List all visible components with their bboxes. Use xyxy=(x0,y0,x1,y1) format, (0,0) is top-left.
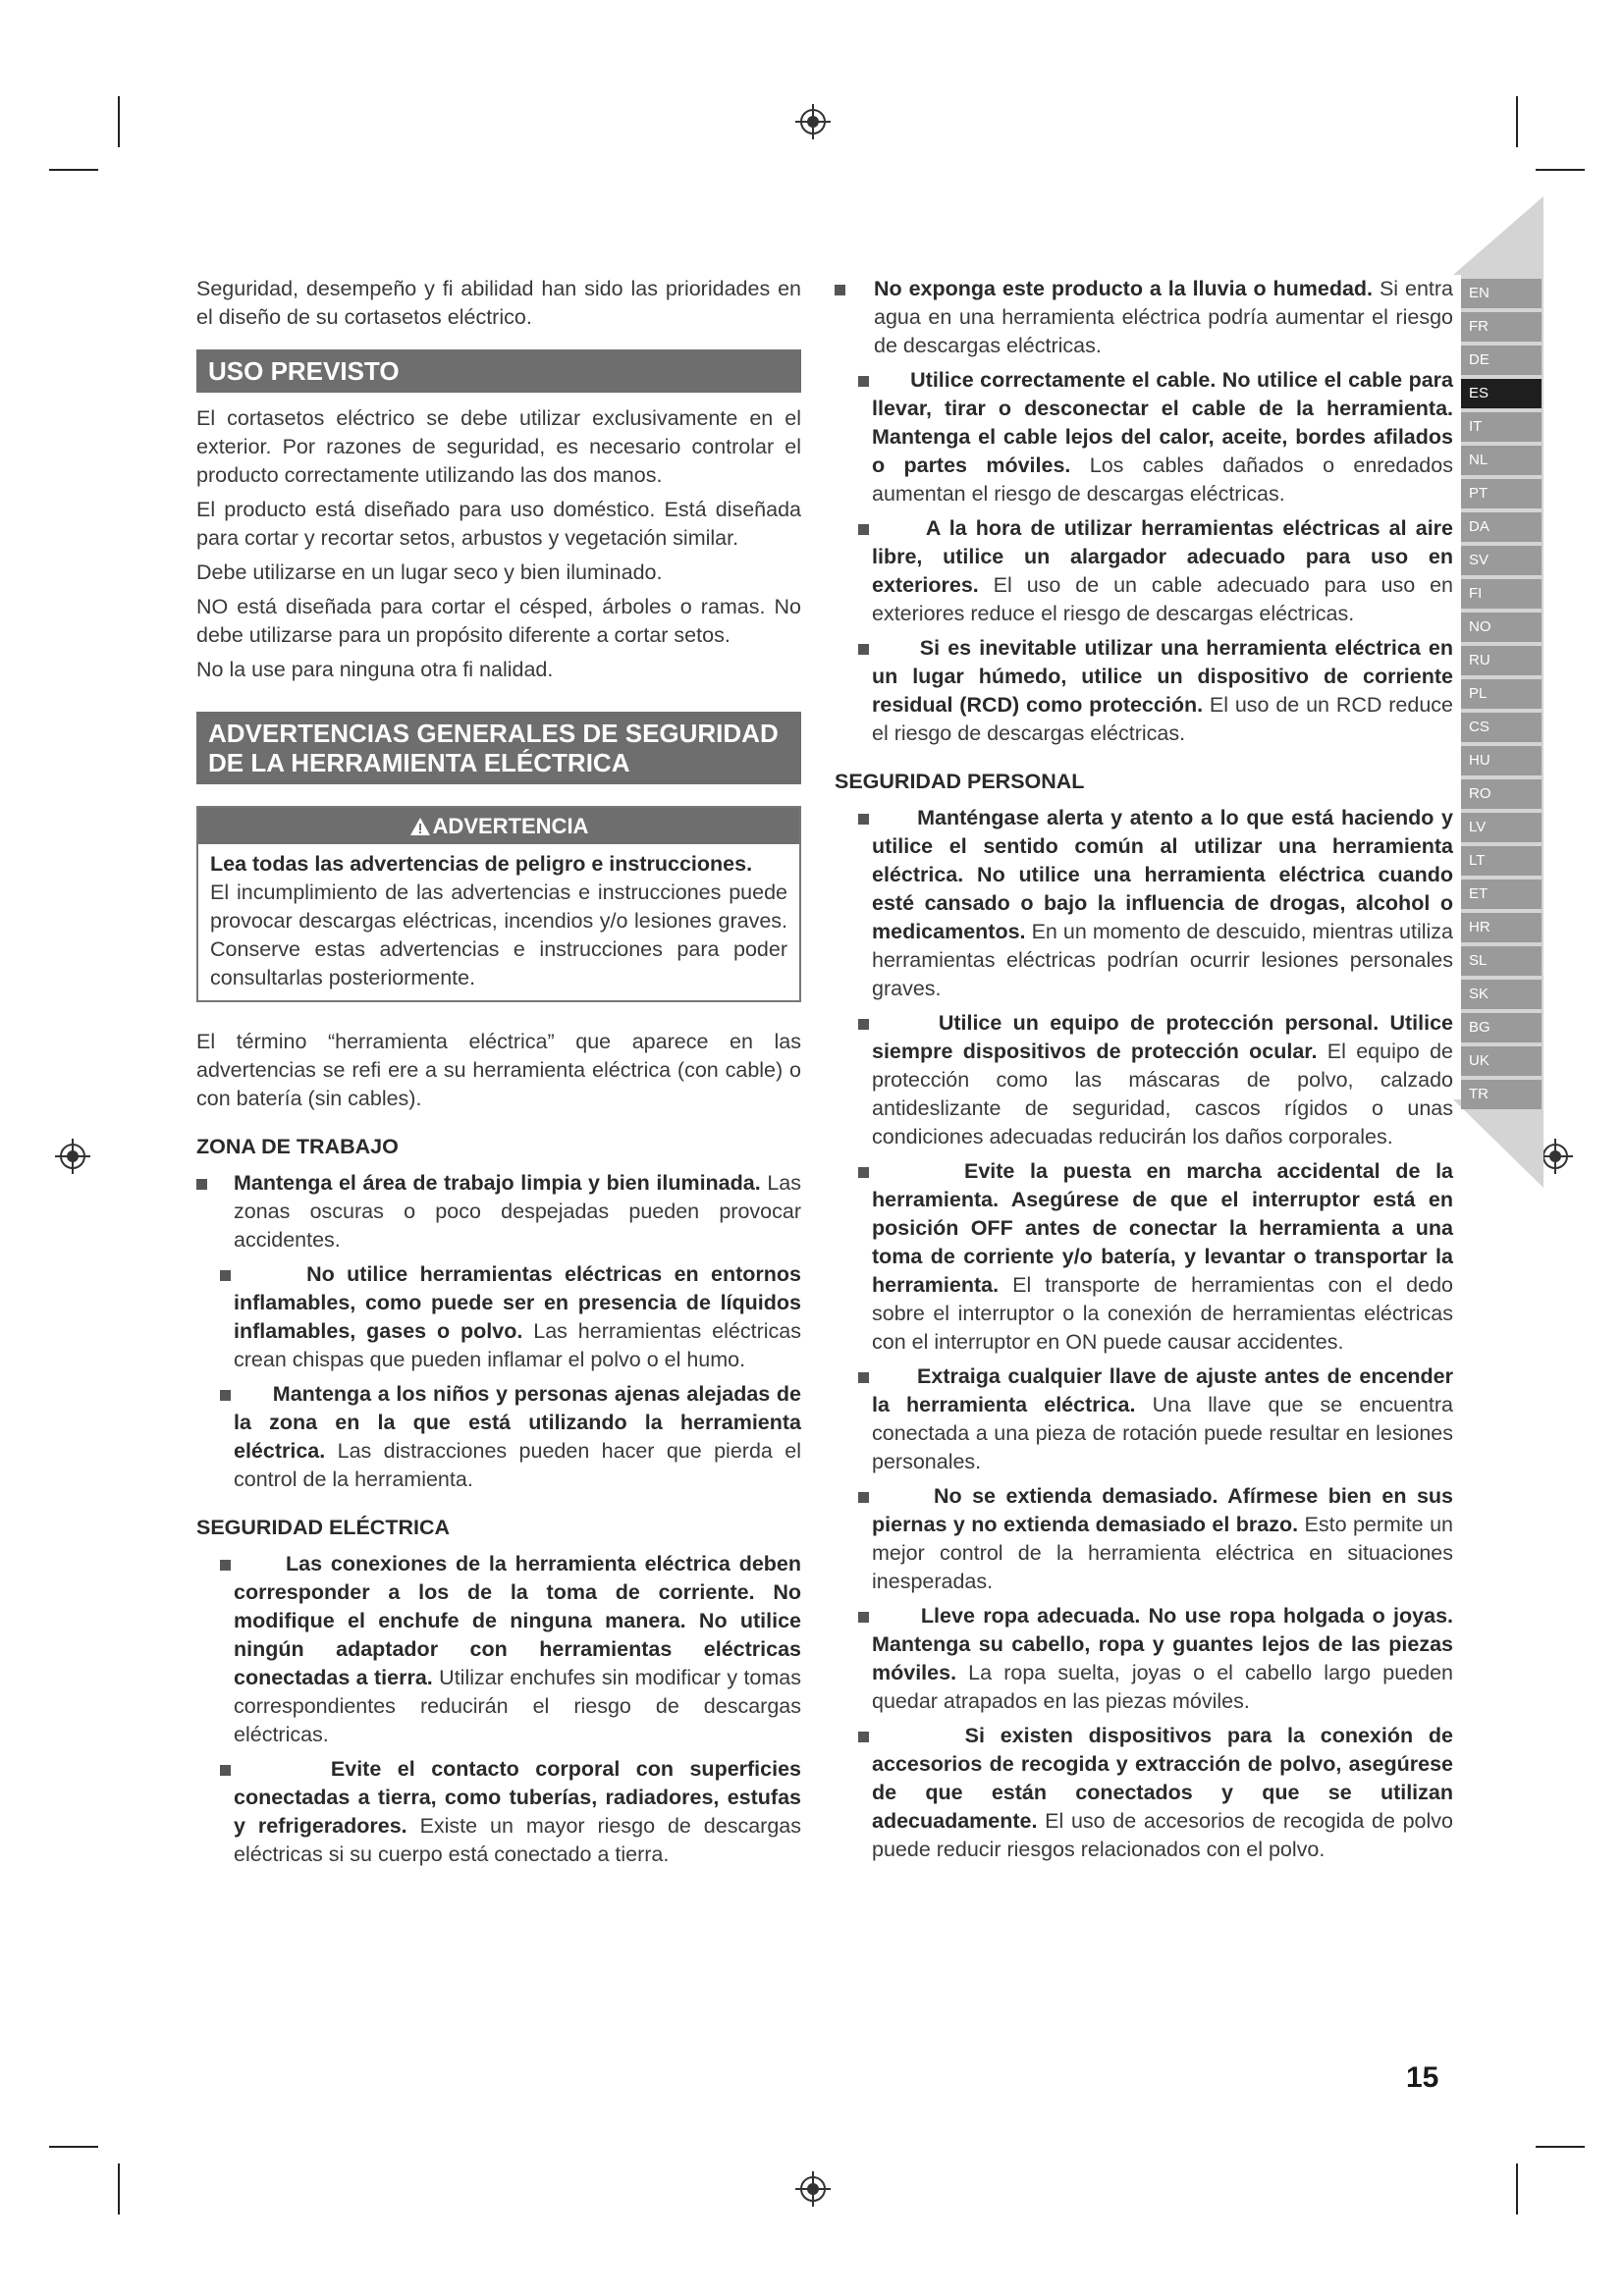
crop-mark xyxy=(118,96,120,147)
list-item: Extraiga cualquier llave de ajuste antes de encender la herramienta eléctrica. Una llave que se encuentra conectada a una pieza de rotación puede resultar en lesiones personales. xyxy=(835,1362,1453,1476)
crop-mark xyxy=(1516,96,1518,147)
list-item: Mantenga el área de trabajo limpia y bien iluminada. Las zonas oscuras o poco despejadas pueden provocar accidentes. xyxy=(196,1169,801,1255)
paragraph: NO está diseñada para cortar el césped, árboles o ramas. No debe utilizarse para un propósito diferente a cortar setos. xyxy=(196,595,801,647)
list-item: No exponga este producto a la lluvia o humedad. Si entra agua en una herramienta eléctrica podría aumentar el riesgo de descargas eléctricas. xyxy=(835,275,1453,360)
registration-mark-icon xyxy=(795,2171,831,2207)
language-tab-it[interactable]: IT xyxy=(1461,412,1542,442)
language-tab-de[interactable]: DE xyxy=(1461,346,1542,375)
warning-header xyxy=(198,808,799,844)
language-tab-et[interactable]: ET xyxy=(1461,880,1542,909)
language-tab-sk[interactable]: SK xyxy=(1461,980,1542,1009)
list-item: No se extienda demasiado. Afírmese bien en sus piernas y no extienda demasiado el brazo. Esto permite un mejor control de la herramienta eléctrica en situaciones inesperadas. xyxy=(835,1482,1453,1596)
language-tab-uk[interactable]: UK xyxy=(1461,1046,1542,1076)
subsection-title-zona: ZONA DE TRABAJO xyxy=(196,1135,399,1158)
list-item: Manténgase alerta y atento a lo que está haciendo y utilice el sentido común al utilizar una herramienta eléctrica. No utilice una herramienta eléctrica cuando esté cansado o bajo la influencia de drogas, alcohol o medicamentos. En un momento de descuido, mientras utiliza herramientas eléctricas podrían ocurrir lesiones personales graves. xyxy=(835,804,1453,1003)
right-column xyxy=(835,275,1453,1870)
paragraph: Debe utilizarse en un lugar seco y bien iluminado. xyxy=(196,561,663,584)
language-tab-hr[interactable]: HR xyxy=(1461,913,1542,942)
paragraph: El producto está diseñado para uso doméstico. Está diseñada para cortar y recortar setos, arbustos y vegetación similar. xyxy=(196,498,801,550)
language-tab-lt[interactable]: LT xyxy=(1461,846,1542,876)
subsection-title-electrica: SEGURIDAD ELÉCTRICA xyxy=(196,1516,451,1539)
crop-mark xyxy=(49,169,98,171)
language-tab-sv[interactable]: SV xyxy=(1461,546,1542,575)
warning-bold: Lea todas las advertencias de peligro e instrucciones. xyxy=(210,852,753,876)
language-tab-lv[interactable]: LV xyxy=(1461,813,1542,842)
language-tab-tr[interactable]: TR xyxy=(1461,1080,1542,1109)
paragraph: El término “herramienta eléctrica” que aparece en las advertencias se refi ere a su herramienta eléctrica (con cable) o con batería (sin cables). xyxy=(196,1030,801,1110)
warning-title: ADVERTENCIA xyxy=(432,814,589,838)
crop-mark xyxy=(1516,2163,1518,2215)
intro-paragraph: Seguridad, desempeño y fi abilidad han sido las prioridades en el diseño de su cortasetos eléctrico. xyxy=(196,277,801,329)
list-item: Si es inevitable utilizar una herramienta eléctrica en un lugar húmedo, utilice un dispositivo de corriente residual (RCD) como protección. El uso de un RCD reduce el riesgo de descargas eléctricas. xyxy=(835,634,1453,748)
warning-text: El incumplimiento de las advertencias e instrucciones puede provocar descargas eléctricas, incendios y/o lesiones graves. Conserve estas advertencias e instrucciones para poder consultarlas posteriormente. xyxy=(210,881,787,989)
subsection-title-personal: SEGURIDAD PERSONAL xyxy=(835,770,1085,793)
language-tab-no[interactable]: NO xyxy=(1461,613,1542,642)
section-header-uso-previsto: USO PREVISTO xyxy=(196,349,801,393)
language-tab-sl[interactable]: SL xyxy=(1461,946,1542,976)
crop-mark xyxy=(49,2146,98,2148)
section-header-advertencias: ADVERTENCIAS GENERALES DE SEGURIDAD DE LA HERRAMIENTA ELÉCTRICA xyxy=(196,712,801,784)
list-item: Evite la puesta en marcha accidental de la herramienta. Asegúrese de que el interruptor está en posición OFF antes de conectar la herramienta a una toma de corriente y/o batería, y levantar o transportar la herramienta. El transporte de herramientas con el dedo sobre el interruptor o la conexión de herramientas eléctricas con el interruptor en ON puede causar accidentes. xyxy=(835,1157,1453,1357)
language-tab-pl[interactable]: PL xyxy=(1461,679,1542,709)
list-item: No utilice herramientas eléctricas en entornos inflamables, como puede ser en presencia de líquidos inflamables, gases o polvo. Las herramientas eléctricas crean chispas que pueden inflamar el polvo o el humo. xyxy=(196,1260,801,1374)
list-item: Utilice correctamente el cable. No utilice el cable para llevar, tirar o desconectar el cable de la herramienta. Mantenga el cable lejos del calor, aceite, bordes afilados o partes móviles. Los cables dañados o enredados aumentan el riesgo de descargas eléctricas. xyxy=(835,366,1453,508)
language-tab-fi[interactable]: FI xyxy=(1461,579,1542,609)
language-tab-hu[interactable]: HU xyxy=(1461,746,1542,775)
warning-box xyxy=(196,806,801,1002)
language-tab-en[interactable]: EN xyxy=(1461,279,1542,308)
language-tab-bg[interactable]: BG xyxy=(1461,1013,1542,1042)
list-item: Evite el contacto corporal con superficies conectadas a tierra, como tuberías, radiadores, estufas y refrigeradores. Existe un mayor riesgo de descargas eléctricas si su cuerpo está conectado a tierra. xyxy=(196,1755,801,1869)
language-tab-pt[interactable]: PT xyxy=(1461,479,1542,508)
crop-mark xyxy=(1536,2146,1585,2148)
registration-mark-icon xyxy=(795,104,831,139)
warning-triangle-icon xyxy=(409,817,431,836)
language-tab-es[interactable]: ES xyxy=(1461,379,1542,408)
paragraph: No la use para ninguna otra fi nalidad. xyxy=(196,658,554,681)
list-item: A la hora de utilizar herramientas eléctricas al aire libre, utilice un alargador adecuado para uso en exteriores. El uso de un cable adecuado para uso en exteriores reduce el riesgo de descargas eléctricas. xyxy=(835,514,1453,628)
list-item: Las conexiones de la herramienta eléctrica deben corresponder a los de la toma de corriente. No modifique el enchufe de ninguna manera. No utilice ningún adaptador con herramientas eléctricas conectadas a tierra. Utilizar enchufes sin modificar y tomas correspondientes reducirán el riesgo de descargas eléctricas. xyxy=(196,1550,801,1749)
crop-mark xyxy=(118,2163,120,2215)
list-item: Si existen dispositivos para la conexión de accesorios de recogida y extracción de polvo, asegúrese de que están conectados y que se utilizan adecuadamente. El uso de accesorios de recogida de polvo puede reducir riesgos relacionados con el polvo. xyxy=(835,1722,1453,1864)
paragraph: El cortasetos eléctrico se debe utilizar exclusivamente en el exterior. Por razones de seguridad, es necesario controlar el producto correctamente utilizando las dos manos. xyxy=(196,406,801,487)
language-tab-da[interactable]: DA xyxy=(1461,512,1542,542)
left-column xyxy=(196,275,801,1875)
language-tab-fr[interactable]: FR xyxy=(1461,312,1542,342)
language-tab-ro[interactable]: RO xyxy=(1461,779,1542,809)
list-item: Utilice un equipo de protección personal. Utilice siempre dispositivos de protección ocular. El equipo de protección como las máscaras de polvo, calzado antideslizante de seguridad, cascos rígidos o unas condiciones adecuadas reducirán los daños corporales. xyxy=(835,1009,1453,1151)
list-item: Lleve ropa adecuada. No use ropa holgada o joyas. Mantenga su cabello, ropa y guantes lejos de las piezas móviles. La ropa suelta, joyas o el cabello largo pueden quedar atrapados en las piezas móviles. xyxy=(835,1602,1453,1716)
language-tab-cs[interactable]: CS xyxy=(1461,713,1542,742)
language-tab-ru[interactable]: RU xyxy=(1461,646,1542,675)
language-tab-nl[interactable]: NL xyxy=(1461,446,1542,475)
page-number: 15 xyxy=(1406,2061,1439,2094)
crop-mark xyxy=(1536,169,1585,171)
list-item: Mantenga a los niños y personas ajenas alejadas de la zona en la que está utilizando la herramienta eléctrica. Las distracciones pueden hacer que pierda el control de la herramienta. xyxy=(196,1380,801,1494)
registration-mark-icon xyxy=(55,1139,90,1174)
